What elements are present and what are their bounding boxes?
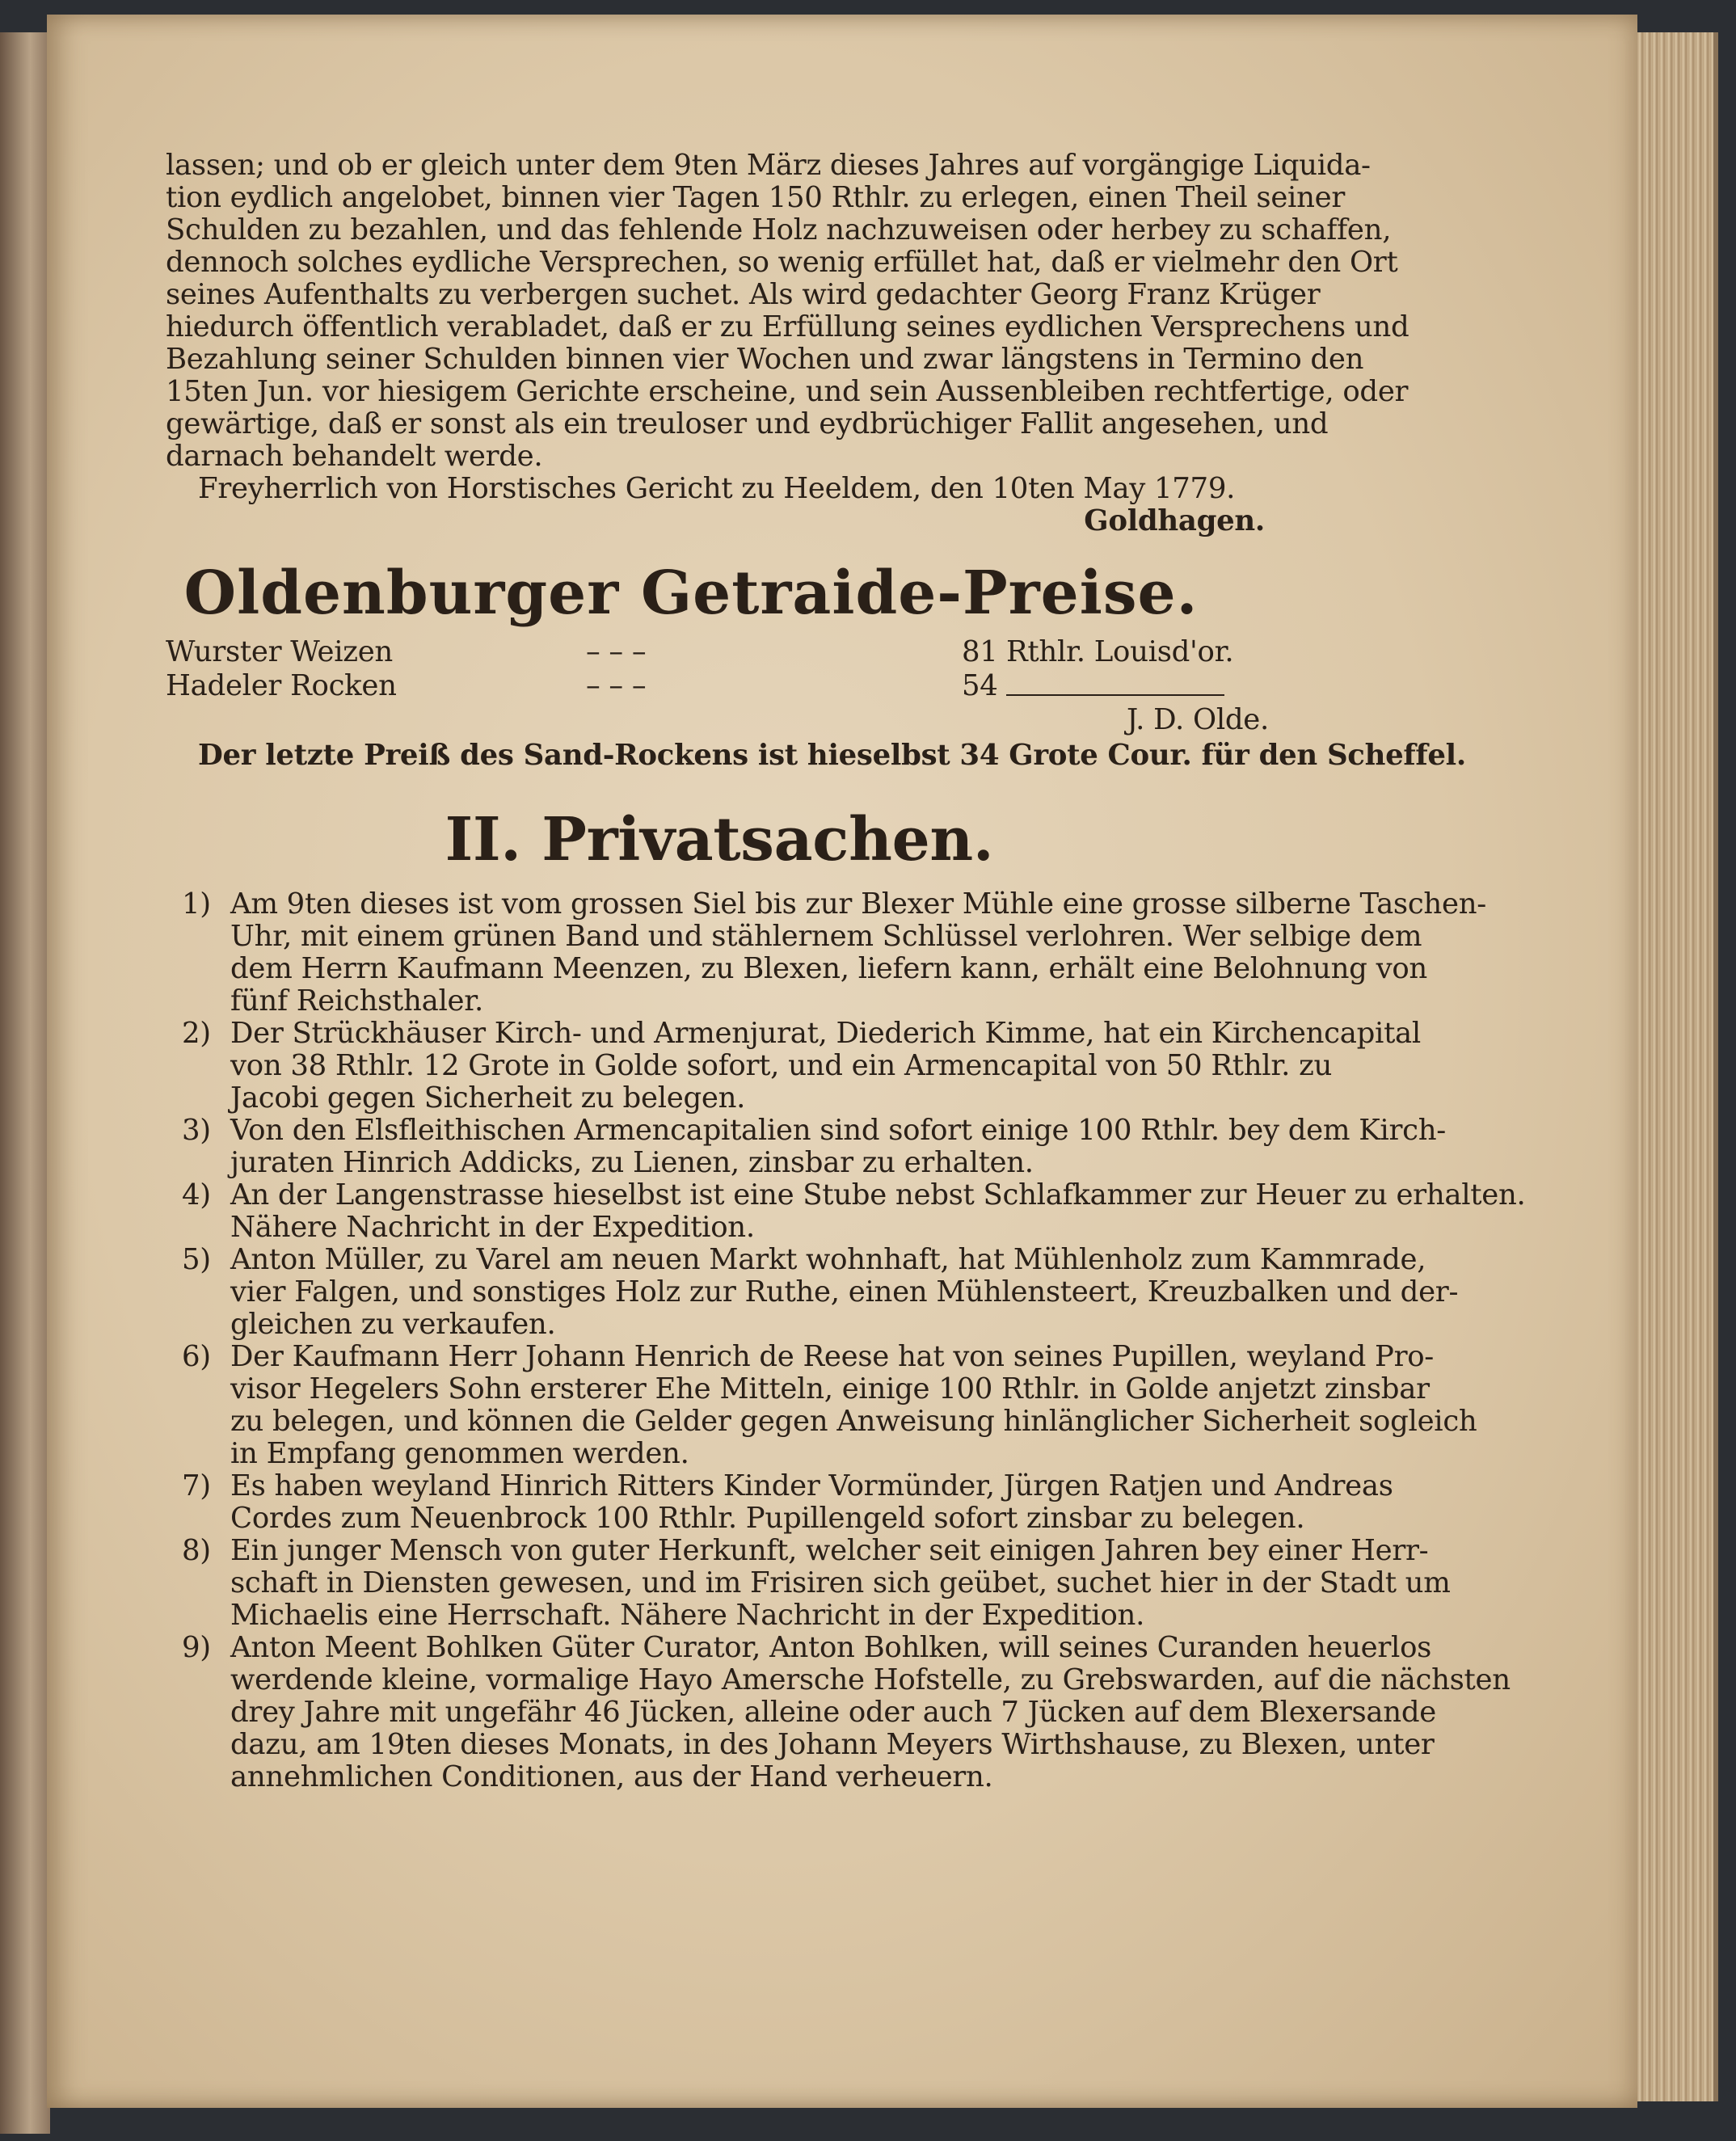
page-text	[166, 149, 1526, 1793]
text-line: Uhr, mit einem grünen Band und stählernem Schlüssel verlohren. Wer selbige dem	[230, 920, 1422, 953]
grain-signature: J. D. Olde.	[1127, 703, 1269, 736]
court-dateline: Freyherrlich von Horstisches Gericht zu Heeldem, den 10ten May 1779.	[198, 472, 1236, 505]
text-line: Von den Elsfleithischen Armencapitalien sind sofort einige 100 Rthlr. bey dem Kirch-	[230, 1114, 1446, 1147]
court-signature: Goldhagen.	[1084, 504, 1265, 537]
text-line: 15ten Jun. vor hiesigem Gerichte erscheine, und sein Aussenbleiben rechtfertige, oder	[166, 375, 1409, 408]
text-line: Michaelis eine Herrschaft. Nähere Nachricht in der Expedition.	[230, 1599, 1145, 1632]
text-line: in Empfang genommen werden.	[230, 1437, 689, 1470]
text-line: Ein junger Mensch von guter Herkunft, welcher seit einigen Jahren bey einer Herr-	[230, 1534, 1429, 1567]
text-line: seines Aufenthalts zu verbergen suchet. Als wird gedachter Georg Franz Krüger	[166, 278, 1321, 311]
list-item	[166, 1534, 1451, 1632]
text-line: Am 9ten dieses ist vom grossen Siel bis zur Blexer Mühle eine grosse silberne Taschen-	[230, 887, 1486, 921]
item-number: 8)	[182, 1534, 211, 1567]
leader-dashes: – – –	[586, 635, 647, 668]
text-line: fünf Reichsthaler.	[230, 984, 483, 1018]
item-number: 9)	[182, 1631, 211, 1664]
text-line: Der Kaufmann Herr Johann Henrich de Reese hat von seines Pupillen, weyland Pro-	[230, 1340, 1435, 1373]
text-line: Cordes zum Neuenbrock 100 Rthlr. Pupillengeld sofort zinsbar zu belegen.	[230, 1502, 1305, 1535]
item-number: 3)	[182, 1114, 211, 1147]
grain-price: 54	[962, 669, 998, 702]
text-line: schaft in Diensten gewesen, und im Frisiren sich geübet, suchet hier in der Stadt um	[230, 1566, 1451, 1599]
list-item	[166, 1243, 1459, 1341]
list-item	[166, 1114, 1446, 1179]
text-line: von 38 Rthlr. 12 Grote in Golde sofort, und ein Armencapital von 50 Rthlr. zu	[230, 1049, 1333, 1082]
text-line: vier Falgen, und sonstiges Holz zur Ruthe, einen Mühlensteert, Kreuzbalken und der-	[230, 1275, 1459, 1309]
text-line: visor Hegelers Sohn ersterer Ehe Mitteln, einige 100 Rthlr. in Golde anjetzt zinsbar	[230, 1372, 1430, 1406]
leader-dashes: – – –	[586, 669, 647, 702]
text-line: drey Jahre mit ungefähr 46 Jücken, alleine oder auch 7 Jücken auf dem Blexersande	[230, 1696, 1436, 1729]
text-line: Schulden zu bezahlen, und das fehlende Holz nachzuweisen oder herbey zu schaffen,	[166, 213, 1392, 247]
item-number: 2)	[182, 1017, 211, 1050]
list-item	[166, 1178, 1526, 1244]
text-line: dem Herrn Kaufmann Meenzen, zu Blexen, liefern kann, erhält eine Belohnung von	[230, 952, 1427, 985]
item-number: 1)	[182, 887, 211, 921]
text-line: An der Langenstrasse hieselbst ist eine Stube nebst Schlafkammer zur Heuer zu erhalten.	[230, 1178, 1526, 1212]
price-unit: Rthlr. Louisd'or.	[1006, 635, 1234, 668]
text-line: Nähere Nachricht in der Expedition.	[230, 1211, 755, 1244]
text-line: gewärtige, daß er sonst als ein treuloser und eydbrüchiger Fallit angesehen, und	[166, 407, 1329, 440]
grain-name: Hadeler Rocken	[166, 669, 397, 702]
text-line: Jacobi gegen Sicherheit zu belegen.	[230, 1081, 746, 1115]
private-items	[166, 887, 1526, 1793]
text-line: Anton Müller, zu Varel am neuen Markt wohnhaft, hat Mühlenholz zum Kammrade,	[230, 1243, 1426, 1276]
text-line: dennoch solches eydliche Versprechen, so wenig erfüllet hat, daß er vielmehr den Ort	[166, 246, 1398, 279]
list-item	[166, 887, 1486, 1018]
private-matters-heading: II. Privatsachen.	[445, 805, 994, 875]
price-row-wurster	[166, 636, 1346, 670]
list-item	[166, 1631, 1511, 1793]
price-row-hadeler	[166, 670, 1346, 704]
summons-paragraph	[166, 149, 1409, 537]
text-line: Bezahlung seiner Schulden binnen vier Wochen und zwar längstens in Termino den	[166, 343, 1364, 376]
list-item	[166, 1340, 1477, 1470]
item-number: 7)	[182, 1469, 211, 1502]
list-item	[166, 1017, 1421, 1115]
grain-prices-heading: Oldenburger Getraide-Preise.	[183, 558, 1199, 628]
list-item	[166, 1469, 1393, 1535]
text-line: annehmlichen Conditionen, aus der Hand verheuern.	[230, 1760, 993, 1793]
price-rule	[1006, 670, 1224, 696]
text-line: tion eydlich angelobet, binnen vier Tagen 150 Rthlr. zu erlegen, einen Theil seiner	[166, 181, 1346, 214]
text-line: dazu, am 19ten dieses Monats, in des Johann Meyers Wirthshause, zu Blexen, unter	[230, 1728, 1435, 1761]
text-line: juraten Hinrich Addicks, zu Lienen, zinsbar zu erhalten.	[230, 1146, 1034, 1179]
text-line: gleichen zu verkaufen.	[230, 1308, 556, 1341]
sand-rye-note: Der letzte Preiß des Sand-Rockens ist hieselbst 34 Grote Cour. für den Scheffel.	[198, 739, 1466, 772]
text-line: Der Strückhäuser Kirch- und Armenjurat, Diederich Kimme, hat ein Kirchencapital	[230, 1017, 1421, 1050]
item-number: 4)	[182, 1178, 211, 1212]
item-number: 6)	[182, 1340, 211, 1373]
text-line: hiedurch öffentlich verabladet, daß er zu Erfüllung seines eydlichen Versprechens und	[166, 310, 1409, 343]
item-number: 5)	[182, 1243, 211, 1276]
left-page-edge	[0, 32, 50, 2134]
text-line: lassen; und ob er gleich unter dem 9ten März dieses Jahres auf vorgängige Liquida-	[166, 149, 1371, 182]
grain-name: Wurster Weizen	[166, 635, 393, 668]
text-line: Anton Meent Bohlken Güter Curator, Anton Bohlken, will seines Curanden heuerlos	[230, 1631, 1432, 1664]
grain-price: 81	[962, 635, 998, 668]
grain-price-table	[166, 635, 1466, 775]
text-line: werdende kleine, vormalige Hayo Amersche Hofstelle, zu Grebswarden, auf die nächsten	[230, 1663, 1511, 1696]
text-line: Es haben weyland Hinrich Ritters Kinder Vormünder, Jürgen Ratjen und Andreas	[230, 1469, 1393, 1502]
text-line: darnach behandelt werde.	[166, 440, 543, 473]
text-line: zu belegen, und können die Gelder gegen Anweisung hinlänglicher Sicherheit sogleich	[230, 1405, 1477, 1438]
